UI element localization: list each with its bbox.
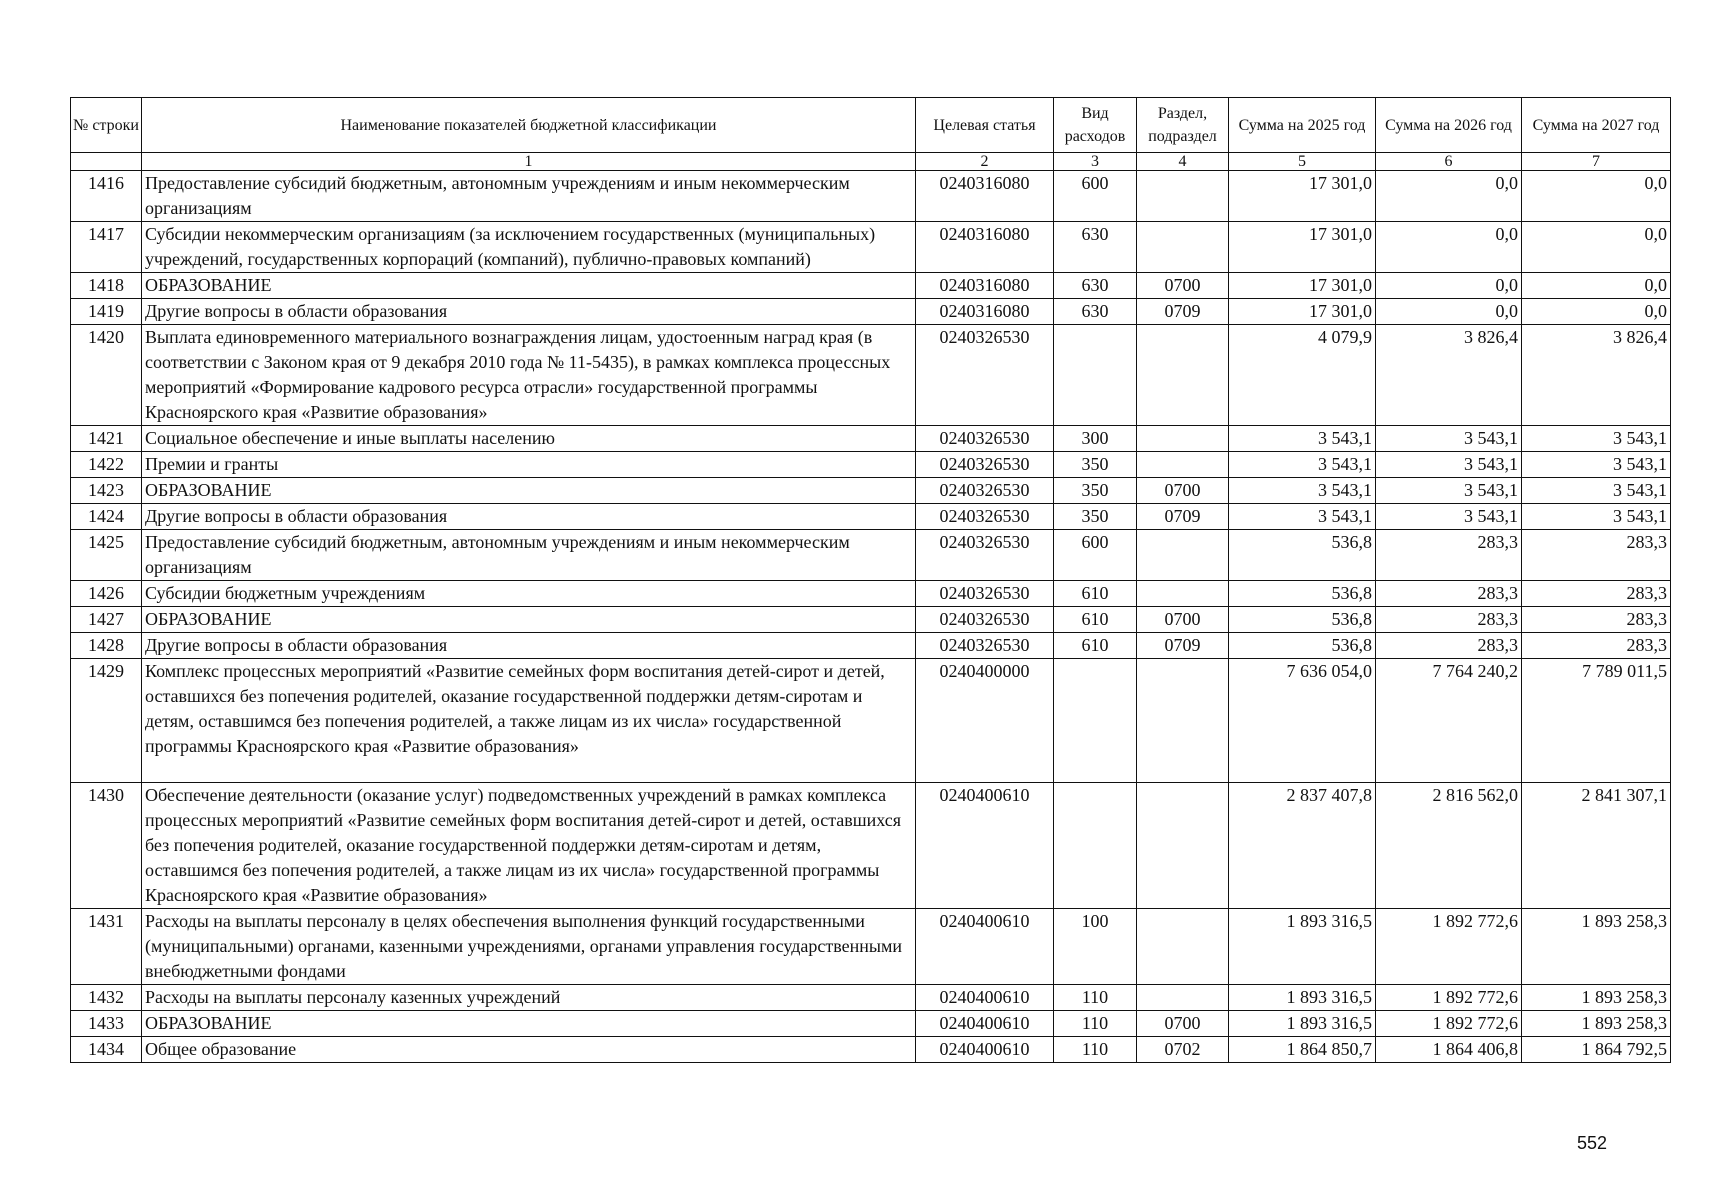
row-target-code: 0240316080 [916,171,1054,222]
row-section [1137,909,1229,985]
row-sum-2026: 3 543,1 [1376,426,1522,452]
row-name: Другие вопросы в области образования [142,504,916,530]
row-name: Общее образование [142,1037,916,1063]
row-sum-2027: 3 543,1 [1522,478,1671,504]
row-expense-type: 350 [1054,504,1137,530]
row-sum-2027: 2 841 307,1 [1522,783,1671,909]
row-name: Комплекс процессных мероприятий «Развитие семейных форм воспитания детей-сирот и детей, оставшихся без попечения родителей, оказание государственной поддержки детям-сиротам и детям, оставшимся без попечения родителей, а также лицам из их числа» государственной программы Красноярского края «Развитие образования» [142,659,916,783]
row-sum-2025: 4 079,9 [1229,325,1376,426]
row-sum-2025: 536,8 [1229,530,1376,581]
row-target-code: 0240316080 [916,273,1054,299]
row-expense-type: 630 [1054,222,1137,273]
row-sum-2027: 283,3 [1522,581,1671,607]
row-number: 1426 [71,581,142,607]
row-expense-type: 600 [1054,530,1137,581]
row-number: 1420 [71,325,142,426]
row-expense-type: 110 [1054,1037,1137,1063]
row-sum-2025: 2 837 407,8 [1229,783,1376,909]
row-name: Выплата единовременного материального вознаграждения лицам, удостоенным наград края (в соответствии с Законом края от 9 декабря 2010 года № 11-5435), в рамках комплекса процессных мероприятий «Формирование кадрового ресурса отрасли» государственной программы Красноярского края «Развитие образования» [142,325,916,426]
column-number-blank [71,153,142,171]
row-target-code: 0240400610 [916,1037,1054,1063]
column-number: 2 [916,153,1054,171]
header-name: Наименование показателей бюджетной классификации [142,98,916,153]
row-sum-2025: 536,8 [1229,581,1376,607]
row-sum-2027: 1 893 258,3 [1522,985,1671,1011]
header-row [71,98,1671,153]
header-sum-2025: Сумма на 2025 год [1229,98,1376,153]
row-sum-2026: 0,0 [1376,299,1522,325]
row-name: ОБРАЗОВАНИЕ [142,273,916,299]
row-sum-2025: 7 636 054,0 [1229,659,1376,783]
row-sum-2027: 0,0 [1522,222,1671,273]
row-sum-2027: 7 789 011,5 [1522,659,1671,783]
row-number: 1427 [71,607,142,633]
row-sum-2025: 17 301,0 [1229,171,1376,222]
row-target-code: 0240326530 [916,504,1054,530]
row-name: Другие вопросы в области образования [142,299,916,325]
row-name: ОБРАЗОВАНИЕ [142,478,916,504]
row-section: 0709 [1137,504,1229,530]
row-sum-2026: 3 543,1 [1376,478,1522,504]
row-sum-2027: 0,0 [1522,273,1671,299]
row-sum-2025: 17 301,0 [1229,299,1376,325]
row-number: 1418 [71,273,142,299]
row-target-code: 0240326530 [916,478,1054,504]
row-sum-2026: 3 826,4 [1376,325,1522,426]
row-section [1137,171,1229,222]
row-sum-2025: 3 543,1 [1229,426,1376,452]
row-expense-type: 610 [1054,581,1137,607]
table-row [71,325,1671,426]
header-sum-2027: Сумма на 2027 год [1522,98,1671,153]
table-row [71,1037,1671,1063]
row-expense-type [1054,659,1137,783]
row-number: 1430 [71,783,142,909]
column-number-row [71,153,1671,171]
table-row [71,299,1671,325]
row-target-code: 0240326530 [916,452,1054,478]
row-number: 1429 [71,659,142,783]
row-target-code: 0240326530 [916,581,1054,607]
row-name: Субсидии некоммерческим организациям (за исключением государственных (муниципальных) учреждений, государственных корпораций (компаний), публично-правовых компаний) [142,222,916,273]
row-expense-type: 300 [1054,426,1137,452]
row-number: 1417 [71,222,142,273]
header-target: Целевая статья [916,98,1054,153]
row-section [1137,581,1229,607]
table-row [71,171,1671,222]
column-number: 6 [1376,153,1522,171]
row-expense-type [1054,783,1137,909]
column-number: 4 [1137,153,1229,171]
row-expense-type: 630 [1054,299,1137,325]
table-row [71,504,1671,530]
row-expense-type: 350 [1054,452,1137,478]
table-row [71,426,1671,452]
row-sum-2026: 1 892 772,6 [1376,1011,1522,1037]
column-number: 7 [1522,153,1671,171]
row-name: Социальное обеспечение и иные выплаты населению [142,426,916,452]
row-section: 0700 [1137,478,1229,504]
row-sum-2026: 283,3 [1376,607,1522,633]
row-sum-2025: 17 301,0 [1229,273,1376,299]
row-section: 0709 [1137,299,1229,325]
page-number: 552 [1577,1133,1608,1153]
row-expense-type: 100 [1054,909,1137,985]
row-sum-2025: 3 543,1 [1229,452,1376,478]
row-section [1137,659,1229,783]
row-number: 1423 [71,478,142,504]
row-expense-type: 630 [1054,273,1137,299]
row-sum-2027: 283,3 [1522,607,1671,633]
row-name: Предоставление субсидий бюджетным, автономным учреждениям и иным некоммерческим организациям [142,530,916,581]
row-number: 1425 [71,530,142,581]
table-row [71,273,1671,299]
row-sum-2025: 536,8 [1229,607,1376,633]
table-row [71,452,1671,478]
row-number: 1433 [71,1011,142,1037]
row-sum-2026: 2 816 562,0 [1376,783,1522,909]
row-expense-type: 600 [1054,171,1137,222]
column-number: 5 [1229,153,1376,171]
row-name: Предоставление субсидий бюджетным, автономным учреждениям и иным некоммерческим организациям [142,171,916,222]
row-target-code: 0240400610 [916,985,1054,1011]
row-section: 0700 [1137,607,1229,633]
row-section: 0700 [1137,273,1229,299]
row-sum-2025: 1 893 316,5 [1229,909,1376,985]
row-name: ОБРАЗОВАНИЕ [142,1011,916,1037]
row-number: 1434 [71,1037,142,1063]
row-number: 1422 [71,452,142,478]
row-sum-2025: 17 301,0 [1229,222,1376,273]
row-sum-2026: 1 892 772,6 [1376,909,1522,985]
row-target-code: 0240326530 [916,530,1054,581]
row-name: Премии и гранты [142,452,916,478]
row-number: 1421 [71,426,142,452]
table-row [71,1011,1671,1037]
table-row [71,985,1671,1011]
row-section [1137,530,1229,581]
row-target-code: 0240316080 [916,222,1054,273]
table-row [71,222,1671,273]
table-row [71,478,1671,504]
row-name: Расходы на выплаты персоналу в целях обеспечения выполнения функций государственными (муниципальными) органами, казенными учреждениями, органами управления государственными внебюджетными фондами [142,909,916,985]
header-sum-2026: Сумма на 2026 год [1376,98,1522,153]
row-sum-2026: 283,3 [1376,633,1522,659]
row-name: Расходы на выплаты персоналу казенных учреждений [142,985,916,1011]
row-name: Другие вопросы в области образования [142,633,916,659]
row-section: 0709 [1137,633,1229,659]
row-expense-type: 110 [1054,1011,1137,1037]
row-sum-2027: 3 543,1 [1522,452,1671,478]
row-sum-2027: 0,0 [1522,171,1671,222]
row-number: 1431 [71,909,142,985]
row-name: Субсидии бюджетным учреждениям [142,581,916,607]
row-target-code: 0240326530 [916,633,1054,659]
row-name: Обеспечение деятельности (оказание услуг) подведомственных учреждений в рамках комплекса процессных мероприятий «Развитие семейных форм воспитания детей-сирот и детей, оставшихся без попечения родителей, оказание государственной поддержки детям-сиротам и детям, оставшимся без попечения родителей, а также лицам из их числа» государственной программы Красноярского края «Развитие образования» [142,783,916,909]
row-number: 1424 [71,504,142,530]
row-expense-type: 610 [1054,607,1137,633]
row-target-code: 0240400610 [916,1011,1054,1037]
row-section [1137,325,1229,426]
table-row [71,530,1671,581]
row-sum-2026: 0,0 [1376,222,1522,273]
row-sum-2027: 1 893 258,3 [1522,1011,1671,1037]
row-sum-2027: 1 893 258,3 [1522,909,1671,985]
row-target-code: 0240400610 [916,783,1054,909]
row-section [1137,426,1229,452]
row-target-code: 0240326530 [916,426,1054,452]
row-section [1137,222,1229,273]
header-vid: Вид расходов [1054,98,1137,153]
row-sum-2027: 0,0 [1522,299,1671,325]
row-sum-2026: 3 543,1 [1376,504,1522,530]
row-sum-2025: 1 864 850,7 [1229,1037,1376,1063]
row-name: ОБРАЗОВАНИЕ [142,607,916,633]
row-section: 0700 [1137,1011,1229,1037]
budget-table [70,97,1671,1063]
row-sum-2025: 1 893 316,5 [1229,985,1376,1011]
row-sum-2027: 3 826,4 [1522,325,1671,426]
row-sum-2026: 283,3 [1376,581,1522,607]
header-row-no: № строки [71,98,142,153]
row-sum-2026: 7 764 240,2 [1376,659,1522,783]
row-sum-2026: 1 892 772,6 [1376,985,1522,1011]
row-sum-2025: 1 893 316,5 [1229,1011,1376,1037]
row-sum-2027: 283,3 [1522,530,1671,581]
row-section: 0702 [1137,1037,1229,1063]
row-section [1137,452,1229,478]
row-sum-2025: 536,8 [1229,633,1376,659]
row-sum-2027: 283,3 [1522,633,1671,659]
row-sum-2026: 0,0 [1376,273,1522,299]
row-sum-2026: 0,0 [1376,171,1522,222]
row-sum-2025: 3 543,1 [1229,478,1376,504]
table-row [71,909,1671,985]
header-razdel: Раздел, подраздел [1137,98,1229,153]
row-sum-2026: 1 864 406,8 [1376,1037,1522,1063]
row-expense-type [1054,325,1137,426]
row-sum-2026: 3 543,1 [1376,452,1522,478]
row-expense-type: 350 [1054,478,1137,504]
row-sum-2027: 3 543,1 [1522,504,1671,530]
row-target-code: 0240326530 [916,607,1054,633]
table-row [71,607,1671,633]
row-section [1137,985,1229,1011]
column-number: 3 [1054,153,1137,171]
row-number: 1416 [71,171,142,222]
row-number: 1432 [71,985,142,1011]
table-row [71,633,1671,659]
row-expense-type: 110 [1054,985,1137,1011]
column-number: 1 [142,153,916,171]
row-sum-2025: 3 543,1 [1229,504,1376,530]
row-sum-2027: 3 543,1 [1522,426,1671,452]
row-target-code: 0240400000 [916,659,1054,783]
row-section [1137,783,1229,909]
table-row [71,783,1671,909]
table-row [71,659,1671,783]
row-number: 1428 [71,633,142,659]
row-target-code: 0240326530 [916,325,1054,426]
budget-sheet [70,97,1670,1063]
row-expense-type: 610 [1054,633,1137,659]
table-row [71,581,1671,607]
row-sum-2027: 1 864 792,5 [1522,1037,1671,1063]
row-number: 1419 [71,299,142,325]
row-target-code: 0240316080 [916,299,1054,325]
row-target-code: 0240400610 [916,909,1054,985]
row-sum-2026: 283,3 [1376,530,1522,581]
